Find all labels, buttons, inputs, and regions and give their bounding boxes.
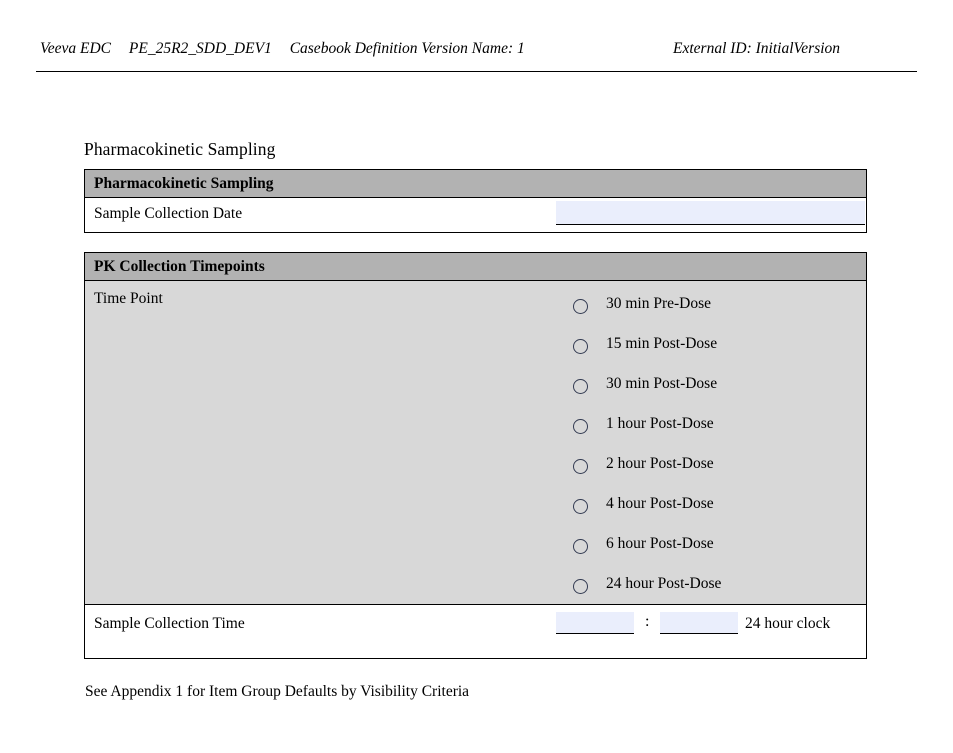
radio-circle-icon[interactable]	[573, 339, 588, 354]
section-header-timepoints: PK Collection Timepoints	[85, 253, 866, 281]
page-title: Pharmacokinetic Sampling	[84, 139, 276, 159]
radio-circle-icon[interactable]	[573, 579, 588, 594]
radio-option-label: 15 min Post-Dose	[606, 335, 718, 352]
section-pk-collection-timepoints	[84, 252, 867, 659]
page-header	[36, 38, 917, 72]
radio-option-label: 2 hour Post-Dose	[606, 455, 714, 472]
radio-circle-icon[interactable]	[573, 539, 588, 554]
radio-circle-icon[interactable]	[573, 299, 588, 314]
section-header-sampling: Pharmacokinetic Sampling	[85, 170, 866, 198]
radio-option-label: 1 hour Post-Dose	[606, 415, 714, 432]
time-format-hint: 24 hour clock	[745, 615, 831, 632]
header-product: Veeva EDC	[40, 40, 112, 57]
sample-collection-date-label: Sample Collection Date	[94, 205, 243, 222]
timepoints-body	[85, 281, 866, 604]
radio-circle-icon[interactable]	[573, 419, 588, 434]
header-left-text	[40, 40, 525, 58]
radio-circle-icon[interactable]	[573, 499, 588, 514]
radio-option-label: 4 hour Post-Dose	[606, 495, 714, 512]
radio-option-label: 6 hour Post-Dose	[606, 535, 714, 552]
header-casebook-version: Casebook Definition Version Name: 1	[289, 40, 525, 57]
appendix-footnote: See Appendix 1 for Item Group Defaults by Visibility Criteria	[85, 683, 470, 700]
radio-option-label: 30 min Pre-Dose	[606, 295, 712, 312]
radio-option-label: 30 min Post-Dose	[606, 375, 718, 392]
header-study: PE_25R2_SDD_DEV1	[128, 40, 272, 57]
radio-option-label: 24 hour Post-Dose	[606, 575, 722, 592]
row-sample-collection-time	[85, 604, 866, 645]
time-separator: :	[645, 613, 650, 630]
sample-collection-time-minute-input[interactable]	[660, 612, 738, 634]
sample-collection-time-hour-input[interactable]	[556, 612, 634, 634]
section-pharmacokinetic-sampling	[84, 169, 867, 233]
time-point-label: Time Point	[94, 290, 163, 307]
sample-collection-date-input[interactable]	[556, 201, 865, 225]
header-external-id: External ID: InitialVersion	[673, 40, 841, 57]
row-sample-collection-date	[85, 198, 866, 232]
radio-circle-icon[interactable]	[573, 459, 588, 474]
sample-collection-time-label: Sample Collection Time	[94, 615, 245, 632]
radio-circle-icon[interactable]	[573, 379, 588, 394]
